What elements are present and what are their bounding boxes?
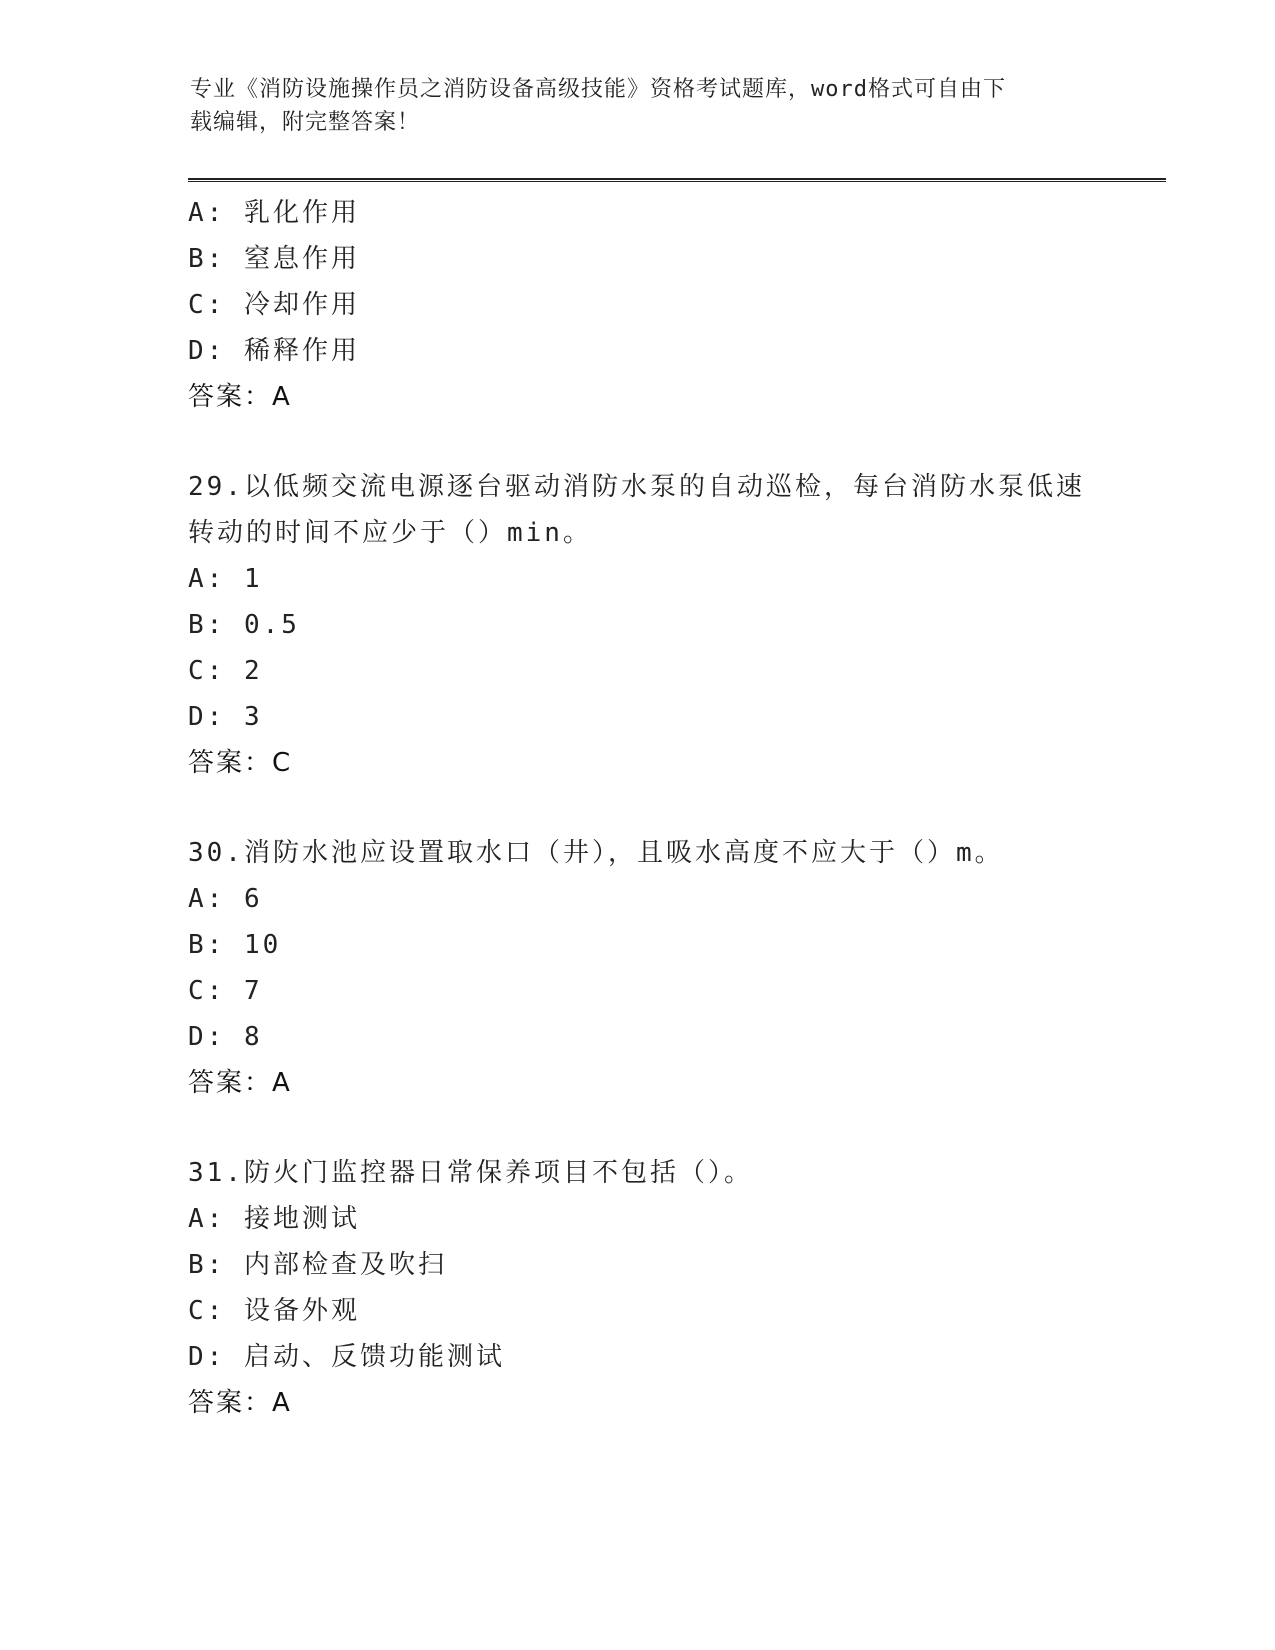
answer: 答案：A xyxy=(188,1388,292,1418)
answer: 答案：A xyxy=(188,1068,292,1098)
question-28 xyxy=(188,190,1148,420)
question-31 xyxy=(188,1150,1148,1426)
option-b: B: 0.5 xyxy=(188,610,300,640)
option-d: D: 稀释作用 xyxy=(188,336,360,366)
option-c: C: 2 xyxy=(188,656,263,686)
option-d: D: 3 xyxy=(188,702,263,732)
option-c: C: 冷却作用 xyxy=(188,290,360,320)
option-a: A: 接地测试 xyxy=(188,1204,360,1234)
question-stem-line-2: 转动的时间不应少于（）min。 xyxy=(188,518,592,548)
document-header xyxy=(190,73,1090,139)
option-a: A: 1 xyxy=(188,564,263,594)
option-b: B: 内部检查及吹扫 xyxy=(188,1250,447,1280)
option-b: B: 窒息作用 xyxy=(188,244,360,274)
answer: 答案：C xyxy=(188,748,293,778)
option-d: D: 8 xyxy=(188,1022,263,1052)
header-line-2: 载编辑，附完整答案！ xyxy=(190,110,421,135)
question-stem-line-1: 29.以低频交流电源逐台驱动消防水泵的自动巡检，每台消防水泵低速 xyxy=(188,472,1085,502)
question-stem-line-1: 30.消防水池应设置取水口（井），且吸水高度不应大于（）m。 xyxy=(188,838,1004,868)
option-a: A: 6 xyxy=(188,884,263,914)
header-divider xyxy=(188,178,1166,182)
question-list xyxy=(188,190,1148,1426)
option-b: B: 10 xyxy=(188,930,282,960)
question-29 xyxy=(188,464,1148,786)
option-c: C: 7 xyxy=(188,976,263,1006)
option-c: C: 设备外观 xyxy=(188,1296,360,1326)
question-30 xyxy=(188,830,1148,1106)
option-a: A: 乳化作用 xyxy=(188,198,360,228)
option-d: D: 启动、反馈功能测试 xyxy=(188,1342,505,1372)
header-line-1: 专业《消防设施操作员之消防设备高级技能》资格考试题库，word格式可自由下 xyxy=(190,77,1006,102)
answer: 答案：A xyxy=(188,382,292,412)
question-stem-line-1: 31.防火门监控器日常保养项目不包括（）。 xyxy=(188,1158,753,1188)
